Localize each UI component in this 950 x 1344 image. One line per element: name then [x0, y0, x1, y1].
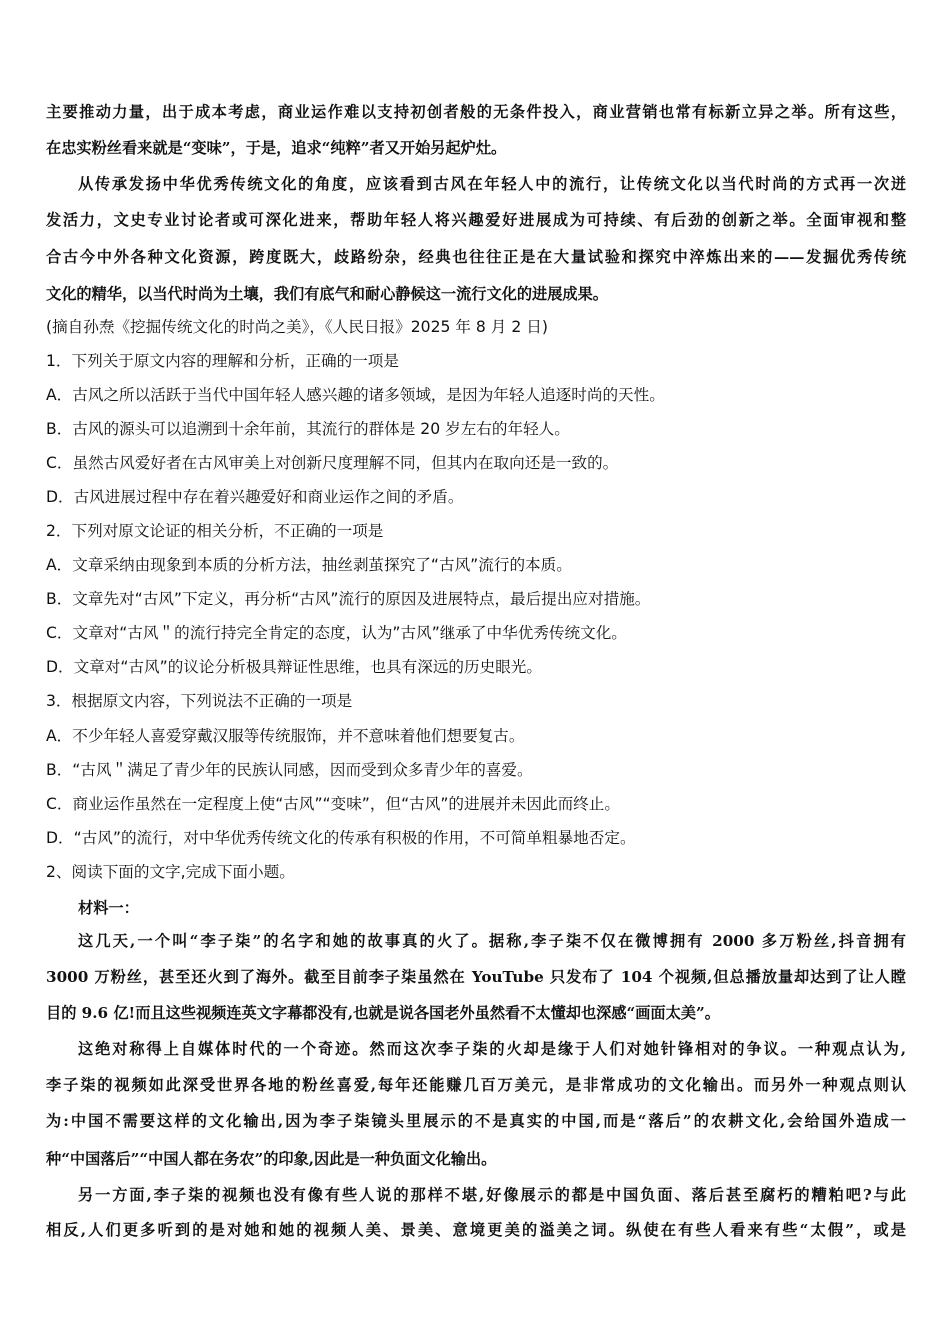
material-label: 材料一： — [78, 899, 139, 917]
question-option: B．“古风＂满足了青少年的民族认同感，因而受到众多青少年的喜爱。 — [46, 761, 533, 779]
material-line: 目的 9.6 亿!而且这些视频连英文字幕都没有,也就是说各国老外虽然看不太懂却也深感“画面太美”。 — [46, 1004, 720, 1022]
question-option: C．文章对“古风＂的流行持完全肯定的态度，认为”古风”继承了中华优秀传统文化。 — [46, 624, 627, 642]
question-stem: 3．根据原文内容，下列说法不正确的一项是 — [46, 692, 353, 710]
material-line: 3000 万粉丝，甚至还火到了海外。截至目前李子柒虽然在 YouTube 只发布了 104 个视频,但总播放量却达到了让人瞠 — [46, 968, 906, 986]
passage-line: 合古今中外各种文化资源，跨度既大，歧路纷杂，经典也往往正是在大量试验和探究中淬炼出来的——发掘优秀传统 — [46, 248, 906, 266]
question-option: D．古风进展过程中存在着兴趣爱好和商业运作之间的矛盾。 — [46, 488, 464, 506]
material-line: 种“中国落后”“中国人都在务农”的印象,因此是一种负面文化输出。 — [46, 1150, 497, 1168]
material-line: 为:中国不需要这样的文化输出,因为李子柒镜头里展示的不是真实的中国,而是“落后”的农耕文化,会给国外造成一 — [46, 1112, 906, 1130]
passage-line: 主要推动力量，出于成本考虑，商业运作难以支持初创者般的无条件投入，商业营销也常有标新立异之举。所有这些， — [46, 103, 906, 121]
passage-line: 发活力，文史专业讨论者或可深化进来，帮助年轻人将兴趣爱好进展成为可持续、有后劲的创新之举。全面审视和整 — [46, 211, 906, 229]
material-line: 另一方面,李子柒的视频也没有像有些人说的那样不堪,好像展示的都是中国负面、落后甚至腐朽的糟粕吧?与此 — [78, 1186, 906, 1204]
question-option: A．古风之所以活跃于当代中国年轻人感兴趣的诸多领域，是因为年轻人追逐时尚的天性。 — [46, 386, 665, 404]
question-stem: 2．下列对原文论证的相关分析，不正确的一项是 — [46, 522, 384, 540]
question-option: A．文章采纳由现象到本质的分析方法，抽丝剥茧探究了“古风”流行的本质。 — [46, 556, 572, 574]
question-option: C．商业运作虽然在一定程度上使“古风”“变味”，但“古风”的进展并未因此而终止。 — [46, 795, 620, 813]
material-line: 李子柒的视频如此深受世界各地的粉丝喜爱,每年还能赚几百万美元，是非常成功的文化输出。而另外一种观点则认 — [46, 1076, 906, 1094]
source-citation: (摘自孙焘《挖掘传统文化的时尚之美》，《人民日报》2025 年 8 月 2 日) — [46, 318, 548, 336]
material-line: 相反,人们更多听到的是对她和她的视频人美、景美、意境更美的溢美之词。纵使在有些人看来有些“太假”，或是 — [46, 1221, 906, 1239]
section-heading: 2、阅读下面的文字,完成下面小题。 — [46, 863, 295, 881]
question-option: C．虽然古风爱好者在古风审美上对创新尺度理解不同，但其内在取向还是一致的。 — [46, 454, 619, 472]
question-option: B．文章先对“古风”下定义，再分析“古风”流行的原因及进展特点，最后提出应对措施。 — [46, 590, 651, 608]
passage-line: 在忠实粉丝看来就是“变味”，于是，追求“纯粹”者又开始另起炉灶。 — [46, 139, 507, 157]
material-line: 这几天,一个叫“李子柒”的名字和她的故事真的火了。据称,李子柒不仅在微博拥有 2000 多万粉丝,抖音拥有 — [78, 932, 906, 950]
question-option: D．“古风”的流行，对中华优秀传统文化的传承有积极的作用，不可简单粗暴地否定。 — [46, 829, 636, 847]
material-line: 这绝对称得上自媒体时代的一个奇迹。然而这次李子柒的火却是缘于人们对她针锋相对的争议。一种观点认为, — [78, 1040, 906, 1058]
question-stem: 1．下列关于原文内容的理解和分析，正确的一项是 — [46, 352, 399, 370]
question-option: B．古风的源头可以追溯到十余年前，其流行的群体是 20 岁左右的年轻人。 — [46, 420, 570, 438]
passage-line: 文化的精华，以当代时尚为土壤，我们有底气和耐心静候这一流行文化的进展成果。 — [46, 285, 608, 303]
question-option: D．文章对“古风”的议论分析极具辩证性思维，也具有深远的历史眼光。 — [46, 658, 542, 676]
question-option: A．不少年轻人喜爱穿戴汉服等传统服饰，并不意味着他们想要复古。 — [46, 727, 525, 745]
passage-line: 从传承发扬中华优秀传统文化的角度，应该看到古风在年轻人中的流行，让传统文化以当代时尚的方式再一次迸 — [78, 175, 906, 193]
